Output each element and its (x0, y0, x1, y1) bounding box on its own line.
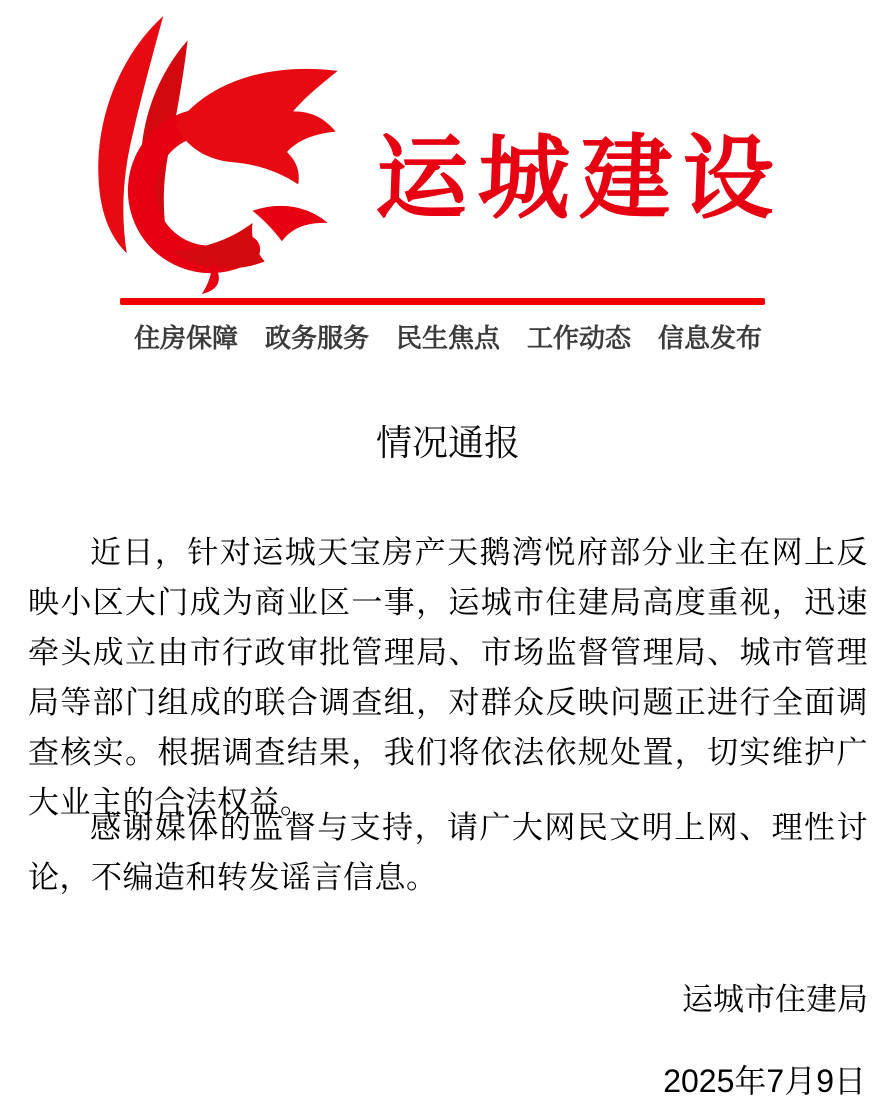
phoenix-ribbon-icon (82, 12, 346, 296)
nav-item-housing[interactable]: 住房保障 (133, 323, 238, 353)
notice-title: 情况通报 (375, 422, 520, 463)
brand-title: 运城建设 (374, 124, 786, 232)
nav-item-livelihood[interactable]: 民生焦点 (395, 323, 500, 353)
notice-paragraph-2: 感谢媒体的监督与支持，请广大网民文明上网、理性讨论，不编造和转发谣言信息。 (28, 810, 868, 895)
nav-item-gov-services[interactable]: 政务服务 (264, 323, 369, 353)
nav-item-info-release[interactable]: 信息发布 (658, 323, 763, 353)
nav-item-work-updates[interactable]: 工作动态 (527, 323, 632, 353)
nav-menu (0, 322, 896, 354)
notice-signature: 运城市住建局 (682, 982, 868, 1017)
notice-date: 2025年7月9日 (663, 1063, 866, 1099)
header-divider-line (120, 298, 765, 305)
notice-paragraph-1: 近日，针对运城天宝房产天鹅湾悦府部分业主在网上反映小区大门成为商业区一事，运城市住建局高度重视，迅速牵头成立由市行政审批管理局、市场监督管理局、城市管理局等部门组成的联合调查组，对群众反映问题正进行全面调查核实。根据调查结果，我们将依法依规处置，切实维护广大业主的合法权益。 (28, 535, 868, 820)
